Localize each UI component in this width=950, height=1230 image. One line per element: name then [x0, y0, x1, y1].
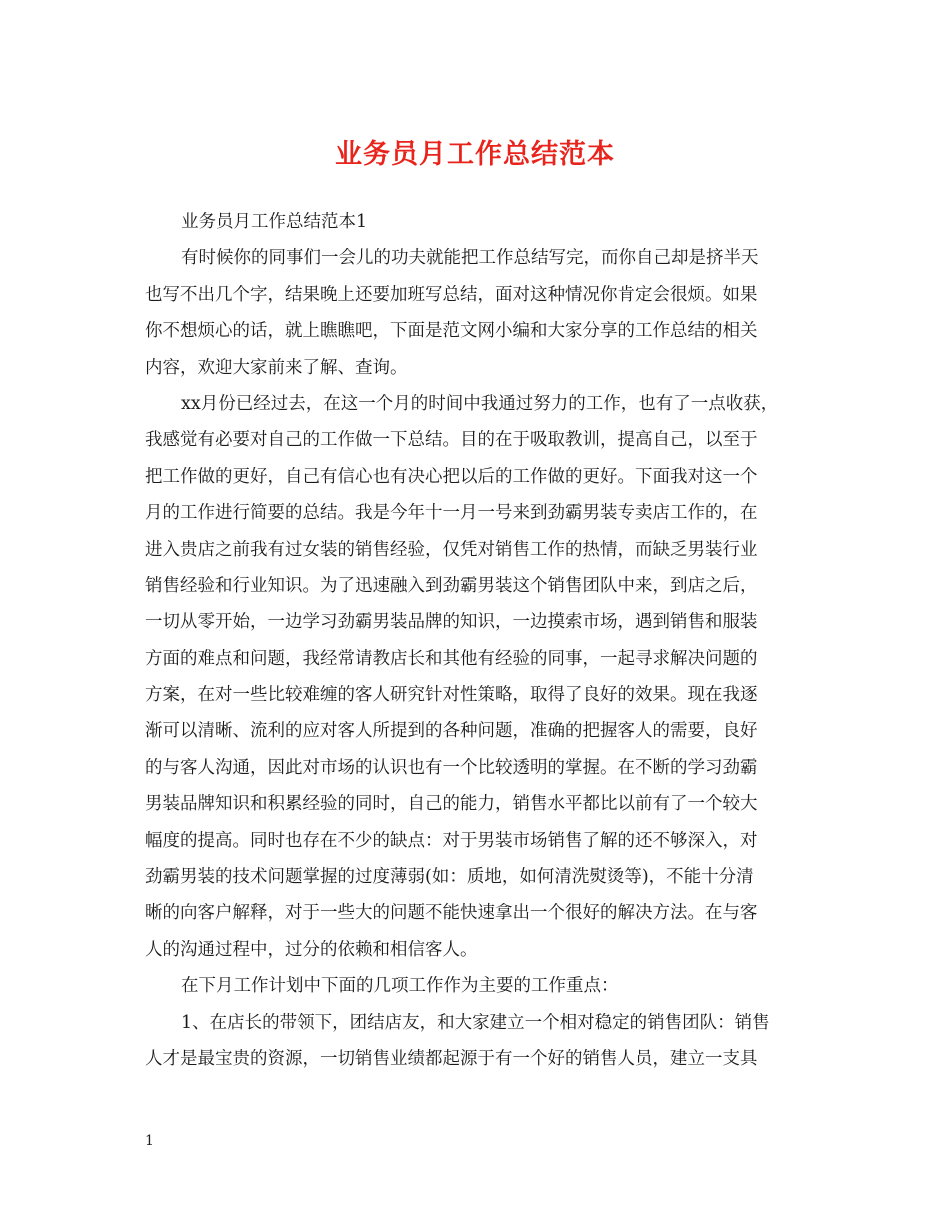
text-line: 有时候你的同事们一会儿的功夫就能把工作总结写完，而你自己却是挤半天	[181, 248, 759, 269]
text-line: 进入贵店之前我有过女装的销售经验，仅凭对销售工作的热情，而缺乏男装行业	[145, 539, 758, 560]
text-line: 方面的难点和问题，我经常请教店长和其他有经验的同事，一起寻求解决问题的	[145, 648, 758, 669]
text-line: 也写不出几个字，结果晚上还要加班写总结，面对这种情况你肯定会很烦。如果	[145, 284, 758, 305]
text-line: 劲霸男装的技术问题掌握的过度薄弱(如：质地，如何清洗熨烫等)，不能十分清	[145, 867, 754, 888]
text-line: 晰的向客户解释，对于一些大的问题不能快速拿出一个很好的解决方法。在与客	[145, 903, 758, 924]
text-line: 在下月工作计划中下面的几项工作作为主要的工作重点：	[181, 976, 619, 997]
text-line: 人的沟通过程中，过分的依赖和相信客人。	[145, 939, 478, 960]
document-title: 业务员月工作总结范本	[335, 139, 615, 170]
text-line: 月的工作进行简要的总结。我是今年十一月一号来到劲霸男装专卖店工作的，在	[145, 503, 758, 524]
text-line: 你不想烦心的话，就上瞧瞧吧，下面是范文网小编和大家分享的工作总结的相关	[145, 321, 758, 342]
text-line: xx月份已经过去，在这一个月的时间中我通过努力的工作，也有了一点收获，	[181, 393, 779, 414]
text-line: 业务员月工作总结范本1	[181, 212, 368, 232]
text-line: 渐可以清晰、流利的应对客人所提到的各种问题，准确的把握客人的需要，良好	[145, 721, 758, 742]
text-line: 方案，在对一些比较难缠的客人研究针对性策略，取得了良好的效果。现在我逐	[145, 685, 758, 706]
text-line: 把工作做的更好，自己有信心也有决心把以后的工作做的更好。下面我对这一个	[145, 466, 758, 487]
text-line: 我感觉有必要对自己的工作做一下总结。目的在于吸取教训，提高自己，以至于	[145, 430, 758, 451]
text-line: 人才是最宝贵的资源，一切销售业绩都起源于有一个好的销售人员，建立一支具	[145, 1048, 758, 1069]
page-number: 1	[145, 1133, 154, 1149]
text-line: 一切从零开始，一边学习劲霸男装品牌的知识，一边摸索市场，遇到销售和服装	[145, 612, 758, 633]
text-line: 的与客人沟通，因此对市场的认识也有一个比较透明的掌握。在不断的学习劲霸	[145, 757, 758, 778]
document-body	[145, 204, 805, 1077]
text-line: 销售经验和行业知识。为了迅速融入到劲霸男装这个销售团队中来，到店之后，	[145, 575, 758, 596]
text-line: 幅度的提高。同时也存在不少的缺点：对于男装市场销售了解的还不够深入，对	[145, 830, 758, 851]
text-line: 1、在店长的带领下，团结店友，和大家建立一个相对稳定的销售团队：销售	[181, 1012, 770, 1033]
text-line: 男装品牌知识和积累经验的同时，自己的能力，销售水平都比以前有了一个较大	[145, 794, 758, 815]
text-line: 内容，欢迎大家前来了解、查询。	[145, 357, 408, 378]
